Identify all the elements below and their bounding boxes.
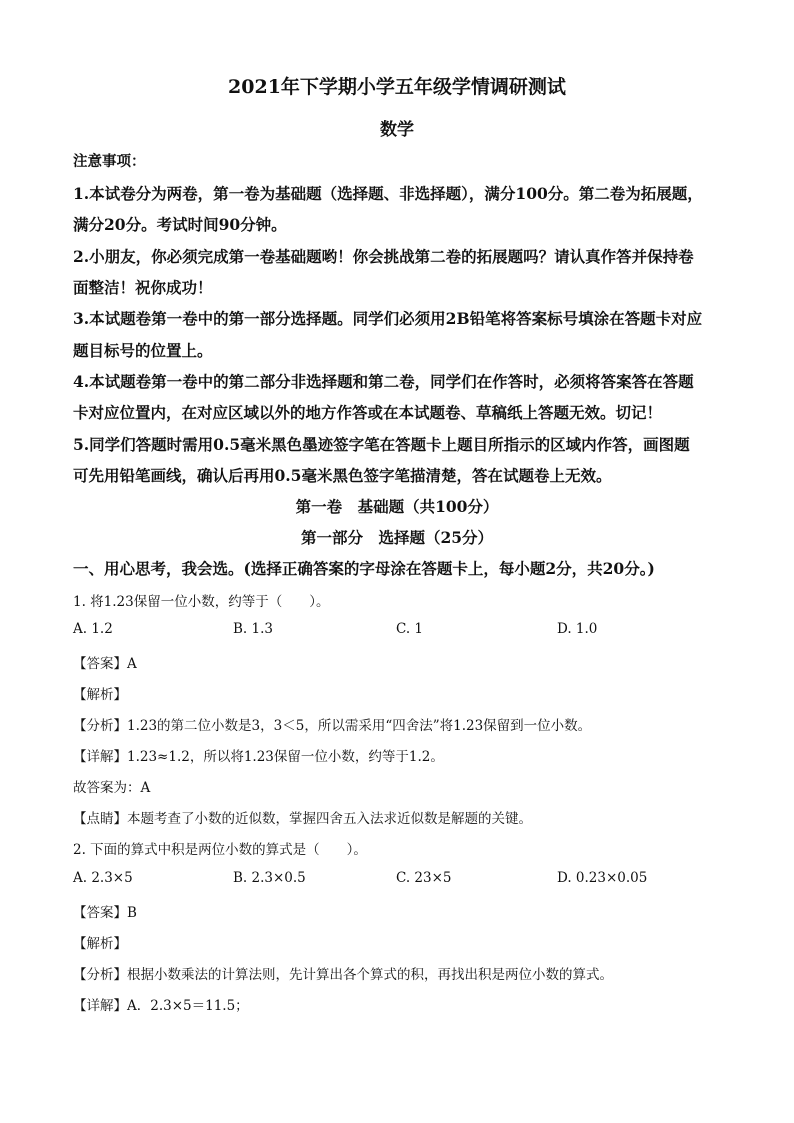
- question-2-answer: 【答案】B: [73, 905, 137, 921]
- question-2-fenxi: 【分析】根据小数乘法的计算法则，先计算出各个算式的积，再找出积是两位小数的算式。: [73, 967, 613, 983]
- page-title: 2021年下学期小学五年级学情调研测试: [228, 76, 566, 98]
- notice-line: 3.本试题卷第一卷中的第一部分选择题。同学们必须用2B铅笔将答案标号填涂在答题卡对应: [73, 309, 703, 328]
- question-2-option-a: A. 2.3×5: [73, 870, 133, 886]
- question-2-stem: 2. 下面的算式中积是两位小数的算式是（ ）。: [73, 842, 367, 858]
- part-heading: 第一部分 选择题（25分）: [300, 528, 494, 547]
- volume-heading: 第一卷 基础题（共100分）: [295, 497, 499, 516]
- notice-line: 4.本试题卷第一卷中的第二部分非选择题和第二卷，同学们在作答时，必须将答案答在答题: [73, 372, 694, 391]
- notice-line: 题目标号的位置上。: [73, 341, 213, 360]
- notice-line: 面整洁！祝你成功！: [73, 278, 213, 297]
- question-2-option-d: D. 0.23×0.05: [557, 870, 648, 886]
- question-1-option-d: D. 1.0: [557, 621, 598, 637]
- notice-line: 5.同学们答题时需用0.5毫米黑色墨迹签字笔在答题卡上题目所指示的区域内作答，画图题: [73, 435, 690, 454]
- question-2-option-c: C. 23×5: [396, 870, 452, 886]
- question-1-detail: 【详解】1.23≈1.2，所以将1.23保留一位小数，约等于1.2。: [73, 749, 444, 765]
- notice-line: 2.小朋友，你必须完成第一卷基础题哟！你会挑战第二卷的拓展题吗？请认真作答并保持卷: [73, 247, 694, 266]
- notice-line: 可先用铅笔画线，确认后再用0.5毫米黑色签字笔描清楚，答在试题卷上无效。: [73, 466, 612, 485]
- question-2-analysis: 【解析】: [73, 936, 127, 952]
- question-1-stem: 1. 将1.23保留一位小数，约等于（ ）。: [73, 594, 330, 610]
- question-1-comment: 【点睛】本题考查了小数的近似数，掌握四舍五入法求近似数是解题的关键。: [73, 811, 532, 827]
- notice-line: 1.本试卷分为两卷，第一卷为基础题（选择题、非选择题），满分100分。第二卷为拓展题，: [73, 184, 703, 203]
- question-1-conclusion: 故答案为：A: [73, 780, 151, 796]
- question-1-option-b: B. 1.3: [233, 621, 273, 637]
- section-heading: 一、用心思考，我会选。(选择正确答案的字母涂在答题卡上，每小题2分，共20分。): [73, 559, 655, 578]
- notice-line: 满分20分。考试时间90分钟。: [73, 215, 287, 234]
- notice-line: 卡对应位置内，在对应区域以外的地方作答或在本试题卷、草稿纸上答题无效。切记！: [73, 403, 663, 422]
- subject-title: 数学: [380, 120, 414, 140]
- question-1-option-a: A. 1.2: [73, 621, 113, 637]
- question-1-fenxi: 【分析】1.23的第二位小数是3，3＜5，所以需采用“四舍法”将1.23保留到一位小数。: [73, 718, 592, 734]
- question-1-answer: 【答案】A: [73, 656, 137, 672]
- question-1-analysis: 【解析】: [73, 687, 127, 703]
- notice-heading: 注意事项：: [73, 153, 146, 170]
- question-2-detail: 【详解】A．2.3×5＝11.5；: [73, 998, 249, 1014]
- question-2-option-b: B. 2.3×0.5: [233, 870, 306, 886]
- question-1-option-c: C. 1: [396, 621, 424, 637]
